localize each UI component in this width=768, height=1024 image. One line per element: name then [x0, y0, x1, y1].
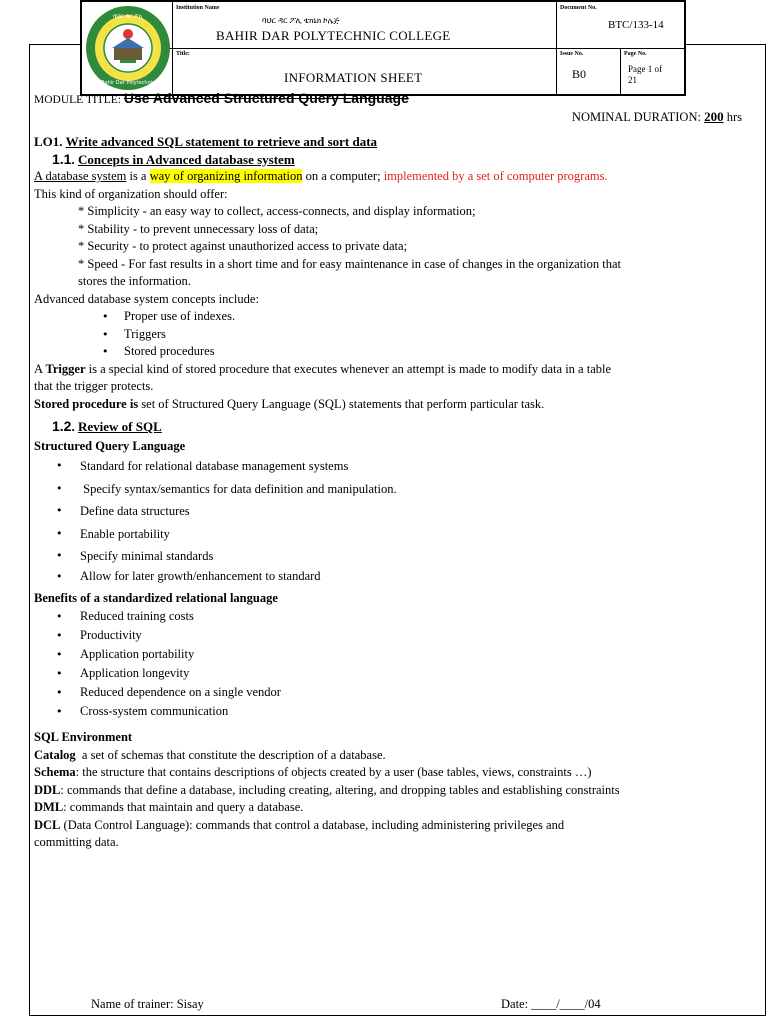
benefits-list: [34, 607, 744, 721]
issue-no-label: Issue No.: [560, 51, 584, 57]
lo-title: Write advanced SQL statement to retrieve and sort data: [65, 134, 378, 149]
list-item: • Reduced training costs: [34, 607, 744, 626]
trainer-name: Name of trainer: Sisay: [91, 997, 204, 1011]
nominal-duration: [572, 109, 742, 125]
nominal-duration-label: NOMINAL DURATION:: [571, 110, 701, 124]
section-1-2-heading: 1.2. Review of SQL: [52, 418, 162, 434]
page-total: 21: [628, 75, 637, 85]
issue-no-cell: [556, 48, 620, 94]
list-item: • Application longevity: [34, 664, 744, 683]
list-item: • Standard for relational database management systems: [34, 455, 744, 478]
institution-label: Institution Name: [176, 5, 220, 11]
offer-item: * Speed - For fast results in a short time and for easy maintenance in case of changes in the organization that: [78, 256, 622, 271]
issue-no: B0: [572, 67, 587, 81]
list-item: • Reduced dependence on a single vendor: [34, 683, 744, 702]
dcl-definition: DCL (Data Control Language): commands that control a database, including administering privileges and: [34, 817, 565, 832]
title-label: Title:: [176, 51, 190, 57]
section-1-2-number: 1.2: [52, 418, 72, 434]
trigger-definition: A Trigger is a special kind of stored procedure that executes whenever an attempt is made to modify data in a table: [34, 361, 612, 376]
document-header: [80, 0, 686, 96]
page-no-label: Page No.: [624, 51, 647, 57]
list-item: • Specify syntax/semantics for data definition and manipulation.: [34, 478, 744, 501]
ddl-definition: DDL: commands that define a database, including creating, altering, and dropping tables and establishing constraints: [34, 782, 620, 797]
list-item: • Triggers: [34, 326, 744, 344]
offer-item: * Stability - to prevent unnecessary loss of data;: [78, 221, 319, 236]
dml-definition: DML: commands that maintain and query a database.: [34, 800, 304, 814]
benefits-heading: Benefits of a standardized relational language: [34, 590, 278, 605]
svg-text:Bahir Dar Polytechnic: Bahir Dar Polytechnic: [101, 80, 155, 86]
offer-item-continuation: stores the information.: [78, 274, 191, 288]
list-item: • Cross-system communication: [34, 702, 744, 721]
document-no-cell: [556, 2, 684, 48]
page-no-cell: [620, 48, 684, 94]
nominal-duration-unit: hrs: [726, 110, 742, 124]
information-content: [34, 133, 744, 852]
section-1-2-title: Review of SQL: [77, 419, 162, 434]
sql-heading: Structured Query Language: [34, 438, 186, 453]
sheet-title: INFORMATION SHEET: [284, 70, 423, 85]
concepts-intro: Advanced database system concepts include:: [34, 291, 259, 306]
database-system-definition: A database system is a way of organizing information on a computer; implemented by a set of computer programs.: [34, 169, 608, 183]
module-title-value: Use Advanced Structured Query Language: [123, 90, 409, 106]
document-no-label: Document No.: [560, 5, 597, 11]
document-no: BTC/133-14: [608, 19, 664, 31]
sql-list: [34, 455, 744, 585]
module-title: [34, 90, 409, 106]
offer-item: * Security - to protect against unauthorized access to private data;: [78, 239, 408, 253]
section-1-1-heading: 1.1. Concepts in Advanced database system: [52, 150, 295, 167]
list-item: • Stored procedures: [34, 343, 744, 361]
dcl-definition-continuation: committing data.: [34, 835, 119, 849]
college-logo-icon: [84, 4, 172, 92]
list-item: • Productivity: [34, 626, 744, 645]
list-item: • Define data structures: [34, 500, 744, 523]
list-item: • Allow for later growth/enhancement to standard: [34, 568, 744, 585]
learning-outcome-heading: [34, 133, 744, 151]
highlighted-text: way of organizing information: [149, 169, 303, 183]
concepts-list: [34, 308, 744, 361]
list-item: • Enable portability: [34, 523, 744, 546]
nominal-duration-value: 200: [704, 109, 724, 124]
title-cell: [172, 48, 556, 94]
list-item: • Specify minimal standards: [34, 545, 744, 568]
institution-cell: [172, 2, 556, 48]
catalog-definition: Catalog a set of schemas that constitute the description of a database.: [34, 747, 386, 762]
schema-definition: Schema: the structure that contains descriptions of objects created by a user (base tables, views, constraints …): [34, 765, 592, 779]
trigger-definition-continuation: that the trigger protects.: [34, 379, 154, 393]
red-text: implemented by a set of computer programs.: [383, 169, 608, 183]
section-1-1-title: Concepts in Advanced database system: [77, 151, 295, 167]
page-no: Page 1 of: [628, 64, 662, 74]
date-field: Date: ____/____/04: [501, 997, 601, 1011]
organization-offer-intro: This kind of organization should offer:: [34, 186, 228, 201]
stored-procedure-definition: Stored procedure is set of Structured Query Language (SQL) statements that perform particular task.: [34, 396, 545, 411]
section-1-1-number: 1.1: [52, 150, 72, 167]
list-item: • Application portability: [34, 645, 744, 664]
offer-item: * Simplicity - an easy way to collect, access-connects, and display information;: [78, 204, 476, 218]
svg-text:ባህር ዳር ፖሊ: ባህር ዳር ፖሊ: [112, 13, 144, 20]
college-name: BAHIR DAR POLYTECHNIC COLLEGE: [216, 28, 451, 43]
lo-prefix: LO1.: [34, 134, 63, 149]
sql-environment-heading: SQL Environment: [34, 730, 133, 744]
module-title-label: MODULE TITLE:: [34, 94, 121, 106]
college-name-amharic: ባህር ዳር ፖሊ ቴክኒክ ኮሌጅ: [262, 16, 340, 25]
list-item: • Proper use of indexes.: [34, 308, 744, 326]
